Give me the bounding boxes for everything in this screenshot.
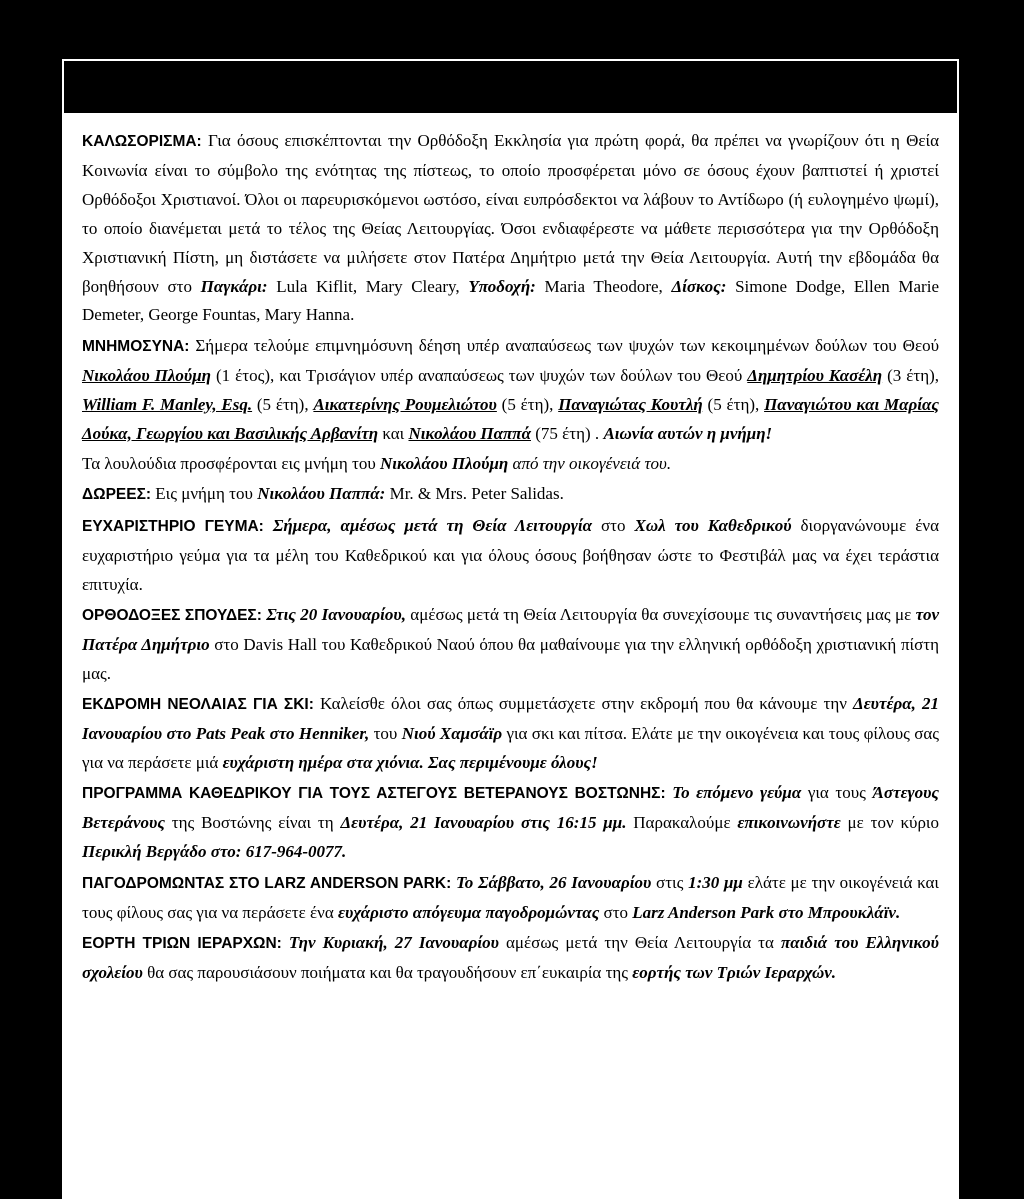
bulletin-content	[82, 127, 939, 989]
three-hierarchs-emphasis: παιδιά του Ελληνικού σχολείου	[82, 932, 939, 982]
meal-emphasis: Σήμερα, αμέσως μετά τη Θεία Λειτουργία	[263, 515, 592, 535]
skating-paragraph	[82, 869, 939, 928]
skating-text: στις	[651, 872, 689, 892]
ski-text: για σκι και πίτσα. Ελάτε με την οικογένεια και τους φίλους σας για να περάσετε μιά	[82, 724, 940, 773]
donations-paragraph	[82, 480, 939, 510]
ski-emphasis: Νιού Χαμσάϊρ	[401, 724, 503, 744]
three-hierarchs-emphasis: εορτής των Τριών Ιεραρχών.	[632, 962, 837, 982]
flowers-text: από την οικογένειά του.	[508, 453, 672, 473]
flowers-name: Νικολάου Πλούμη	[379, 453, 509, 473]
three-hierarchs-emphasis: Την Κυριακή, 27 Ιανουαρίου	[281, 932, 499, 952]
memorial-name: Αικατερίνης Ρουμελιώτου	[313, 394, 497, 414]
meal-text: διοργανώνουμε ένα ευχαριστήριο γεύμα για τα μέλη του Καθεδρικού και για όλους όσους βοήθησαν ώστε το Φεστιβάλ μας να έχει τεράστια επιτυχία.	[82, 515, 939, 594]
skating-text: στο	[599, 902, 633, 922]
memorials-closing: Αιωνία αυτών η μνήμη!	[603, 423, 773, 443]
memorial-name: Παναγιώτας Κουτλή	[558, 394, 703, 414]
veterans-emphasis: Άστεγους Βετεράνους	[82, 783, 940, 833]
section-heading-studies: ΟΡΘΟΔΟΞΕΣ ΣΠΟΥΔΕΣ:	[82, 607, 262, 624]
studies-emphasis: Στις 20 Ιανουαρίου,	[261, 605, 406, 624]
veterans-text: της Βοστώνης είναι τη	[164, 813, 341, 833]
memorial-name: Νικολάου Παππά	[408, 423, 531, 443]
welcome-text: Simone Dodge, Ellen Marie Demeter, George Fountas, Mary Hanna.	[82, 276, 939, 325]
skating-emphasis: 1:30 μμ	[688, 872, 743, 892]
flowers-text: Τα λουλούδια προσφέρονται εις μνήμη του	[82, 453, 380, 473]
memorials-paragraph	[82, 332, 939, 449]
ski-emphasis: ευχάριστη ημέρα στα χιόνια. Σας περιμένουμε όλους!	[222, 753, 598, 773]
section-heading-welcome: ΚΑΛΩΣΟΡΙΣΜΑ:	[82, 133, 202, 150]
donations-text: Εις μνήμη του	[151, 484, 258, 504]
memorials-text: (3 έτη),	[882, 365, 940, 385]
ski-text: του	[369, 724, 402, 744]
ski-paragraph	[82, 690, 939, 778]
section-heading-meal: ΕΥΧΑΡΙΣΤΗΡΙΟ ΓΕΥΜΑ:	[82, 517, 264, 535]
welcome-text: Lula Kiflit, Mary Cleary,	[267, 276, 469, 296]
three-hierarchs-text: θα σας παρουσιάσουν ποιήματα και θα τραγουδήσουν επ΄ευκαιρία της	[142, 962, 633, 982]
studies-text: στο Davis Hall του Καθεδρικού Ναού όπου θα μαθαίνουμε για την ελληνική ορθόδοξη χριστιανική πίστη μας.	[82, 634, 939, 683]
studies-text: αμέσως μετά τη Θεία Λειτουργία θα συνεχίσουμε τις συναντήσεις μας με	[405, 605, 916, 624]
ski-emphasis: Δευτέρα, 21 Ιανουαρίου στο Pats Peak στο Henniker,	[82, 694, 940, 744]
donations-text: Mr. & Mrs. Peter Salidas.	[385, 484, 564, 504]
memorials-text: (75 έτη) .	[531, 423, 604, 443]
section-heading-veterans: ΠΡΟΓΡΑΜΜΑ ΚΑΘΕΔΡΙΚΟΥ ΓΙΑ ΤΟΥΣ ΑΣΤΕΓΟΥΣ ΒΕΤΕΡΑΝΟΥΣ ΒΟΣΤΩΝΗΣ:	[82, 785, 666, 803]
meal-emphasis: Χωλ του Καθεδρικού	[634, 515, 792, 535]
bulletin-page	[62, 115, 959, 1199]
memorial-name: Δημητρίου Κασέλη	[747, 365, 883, 385]
flowers-paragraph	[82, 450, 939, 479]
veterans-text: με τον κύριο	[840, 813, 939, 833]
role-label-pangari: Παγκάρι:	[200, 276, 268, 296]
role-label-diskos: Δίσκος:	[671, 276, 727, 296]
skating-emphasis: Το Σάββατο, 26 Ιανουαρίου	[451, 872, 652, 892]
three-hierarchs-text: αμέσως μετά την Θεία Λειτουργία τα	[498, 932, 781, 952]
section-heading-skating: ΠΑΓΟΔΡΟΜΩΝΤΑΣ ΣΤΟ LARZ ANDERSON PARK:	[82, 874, 452, 892]
role-label-ypodochi: Υποδοχή:	[468, 276, 536, 296]
memorials-text: (5 έτη),	[702, 394, 765, 414]
section-heading-memorials: ΜΝΗΜΟΣΥΝΑ:	[82, 337, 190, 355]
memorials-text: και	[378, 423, 409, 443]
ski-text: Καλείσθε όλοι σας όπως συμμετάσχετε στην εκδρομή που θα κάνουμε την	[313, 694, 854, 714]
section-heading-three-hierarchs: ΕΟΡΤΗ ΤΡΙΩΝ ΙΕΡΑΡΧΩΝ:	[82, 934, 282, 952]
skating-emphasis: ευχάριστο απόγευμα παγοδρομώντας	[338, 902, 600, 922]
skating-text: ελάτε με την οικογένειά και τους φίλους σας για να περάσετε ένα	[82, 872, 939, 922]
welcome-paragraph	[82, 127, 939, 330]
veterans-emphasis: Δευτέρα, 21 Ιανουαρίου στις 16:15 μμ.	[340, 813, 627, 833]
memorials-text: (5 έτη),	[252, 394, 314, 414]
donations-name: Νικολάου Παππά:	[257, 484, 386, 504]
veterans-emphasis: επικοινωνήστε	[737, 813, 841, 833]
memorial-name: Παναγιώτου και Μαρίας Δούκα, Γεωργίου και Βασιλικής Αρβανίτη	[82, 394, 940, 443]
memorials-text: (1 έτος), και Τρισάγιον υπέρ αναπαύσεως των ψυχών των δούλων του Θεού	[211, 365, 748, 385]
meal-text: στο	[592, 515, 635, 535]
veterans-emphasis: Το επόμενο γεύμα	[665, 783, 802, 803]
veterans-text: για τους	[801, 783, 873, 803]
welcome-text: Για όσους επισκέπτονται την Ορθόδοξη Εκκλησία για πρώτη φορά, θα πρέπει να γνωρίζουν ότι η Θεία Κοινωνία είναι το σύμβολο της ενότητας της πίστεως, το οποίο προσφέρεται μόνο σε όσους έχουν βαπτιστεί ή χριστεί Ορθόδοξοι Χριστιανοί. Όλοι οι παρευρισκόμενοι ωστόσο, είναι ευπρόσδεκτοι να λάβουν το Αντίδωρο (ή ευλογημένο ψωμί), το οποίο διανέμεται μετά το τέλος της Θείας Λειτουργίας. Όσοι ενδιαφέρεστε να μάθετε περισσότερα για την Ορθόδοξη Χριστιανική Πίστη, μη διστάσετε να μιλήσετε στον Πατέρα Δημήτριο μετά την Θεία Λειτουργία. Αυτή την εβδομάδα θα βοηθήσουν στο	[82, 131, 939, 296]
memorials-text: Σήμερα τελούμε επιμνημόσυνη δέηση υπέρ αναπαύσεως των ψυχών των κεκοιμημένων δούλων του Θεού	[189, 335, 939, 355]
memorials-text: (5 έτη),	[496, 394, 559, 414]
memorial-name: William F. Manley, Esq.	[82, 394, 253, 414]
welcome-text: Maria Theodore,	[535, 276, 672, 296]
memorial-name: Νικολάου Πλούμη	[82, 365, 212, 385]
veterans-paragraph	[82, 779, 939, 867]
veterans-emphasis: Περικλή Βεργάδο στο: 617-964-0077.	[82, 842, 347, 862]
header-banner	[62, 59, 959, 115]
studies-paragraph	[82, 601, 939, 689]
veterans-text: Παρακαλούμε	[626, 813, 738, 833]
studies-emphasis: τον Πατέρα Δημήτριο	[82, 605, 939, 654]
meal-paragraph	[82, 512, 939, 600]
three-hierarchs-paragraph	[82, 929, 939, 988]
skating-emphasis: Larz Anderson Park στο Μπρουκλάϊν.	[632, 902, 901, 922]
section-heading-donations: ΔΩΡΕΕΣ:	[82, 486, 152, 504]
section-heading-ski: ΕΚΔΡΟΜΗ ΝΕΟΛΑΙΑΣ ΓΙΑ ΣΚΙ:	[82, 696, 314, 714]
